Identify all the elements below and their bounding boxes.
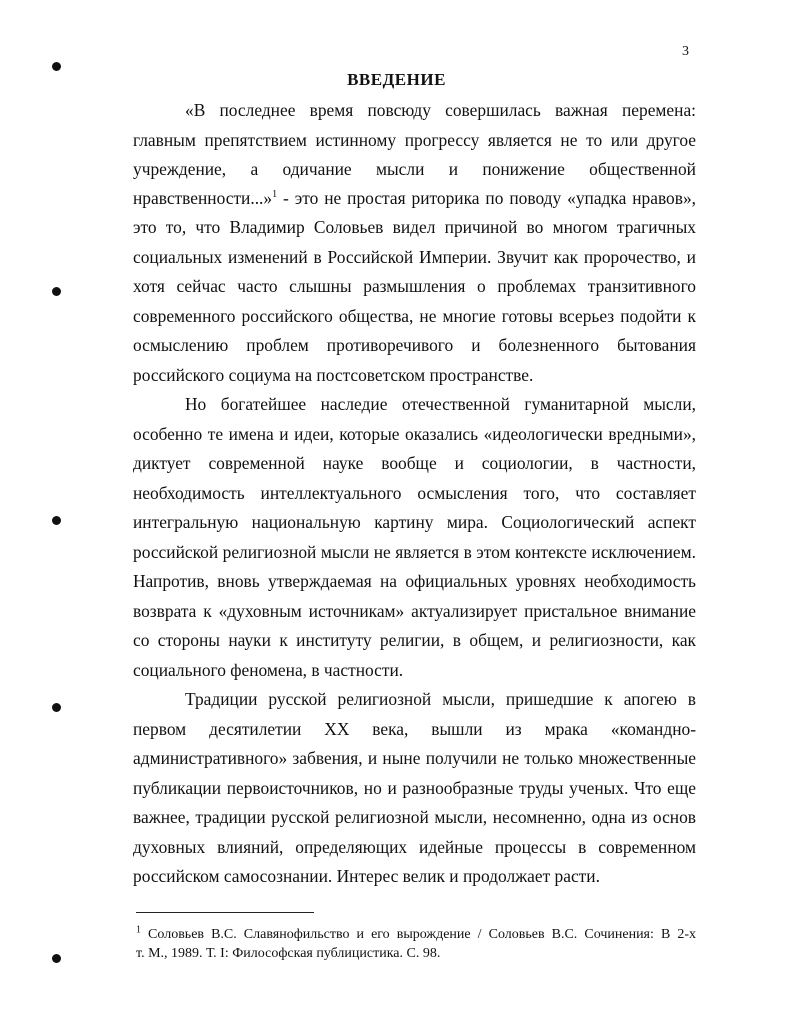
text-line: российском самосознании. Интерес велик и продолжает расти. [133,866,600,886]
text-line-with-footnote: нравственности...»$^1$ - это не простая риторика по поводу «упадка нравов», [133,188,696,208]
text-line: российского социума на постсоветском пространстве. [133,365,534,385]
footnote-marker: 1 [136,924,141,936]
page-number: 3 [682,44,689,59]
text-line: диктует современной науке вообще и социологии, в частности, [133,453,696,473]
footnote-line: т. М., 1989. Т. I: Философская публицистика. С. 98. [136,946,441,961]
binding-hole-mark [52,287,61,296]
text-line: главным препятствием истинному прогрессу является не то или другое [133,130,696,150]
binding-hole-mark [52,954,61,963]
text-line: учреждение, а одичание мысли и понижение общественной [133,159,696,179]
footnote-line: $^1$ Соловьев В.С. Славянофильство и его вырождение / Соловьев В.С. Сочинения: В 2-х [136,924,696,942]
text-line: возврата к «духовным источникам» актуализирует пристальное внимание [133,601,696,621]
text-line: административного» забвения, и ныне получили не только множественные [133,748,696,768]
text-line: духовных влияний, определяющих идейные процессы в современном [133,837,696,857]
text-line: Традиции русской религиозной мысли, пришедшие к апогею в [185,689,696,709]
text-line: хотя сейчас часто слышны размышления о проблемах транзитивного [133,276,696,296]
page-title: ВВЕДЕНИЕ [347,70,446,89]
text-line: «В последнее время повсюду совершилась важная перемена: [185,100,696,120]
binding-hole-mark [52,703,61,712]
text-line: российской религиозной мысли не является в этом контексте исключением. [133,542,696,562]
text-line: социальных изменений в Российской Империи. Звучит как пророчество, и [133,247,696,267]
text-line: со стороны науки к институту религии, в общем, и религиозности, как [133,630,696,650]
binding-hole-mark [52,516,61,525]
text-line: интегральную национальную картину мира. Социологический аспект [133,512,696,532]
text-line: важнее, традиции русской религиозной мысли, несомненно, одна из основ [133,807,696,827]
text-line: осмыслению проблем противоречивого и болезненного бытования [133,335,696,355]
text-line: Но богатейшее наследие отечественной гуманитарной мысли, [185,394,696,414]
text-line: социального феномена, в частности. [133,660,404,680]
text-line: Напротив, вновь утверждаемая на официальных уровнях необходимость [133,571,696,591]
text-line: современного российского общества, не многие готовы всерьез подойти к [133,306,696,326]
text-line: особенно те имена и идеи, которые оказались «идеологически вредными», [133,424,696,444]
text-line: первом десятилетии XX века, вышли из мрака «командно- [133,719,696,739]
footnote-reference[interactable]: 1 [272,189,278,201]
text-line: это то, что Владимир Соловьев видел причиной во многом трагичных [133,217,696,237]
footnote-separator [136,912,314,913]
text-line: необходимость интеллектуального осмысления того, что составляет [133,483,696,503]
text-line: публикации первоисточников, но и разнообразные труды ученых. Что еще [133,778,696,798]
